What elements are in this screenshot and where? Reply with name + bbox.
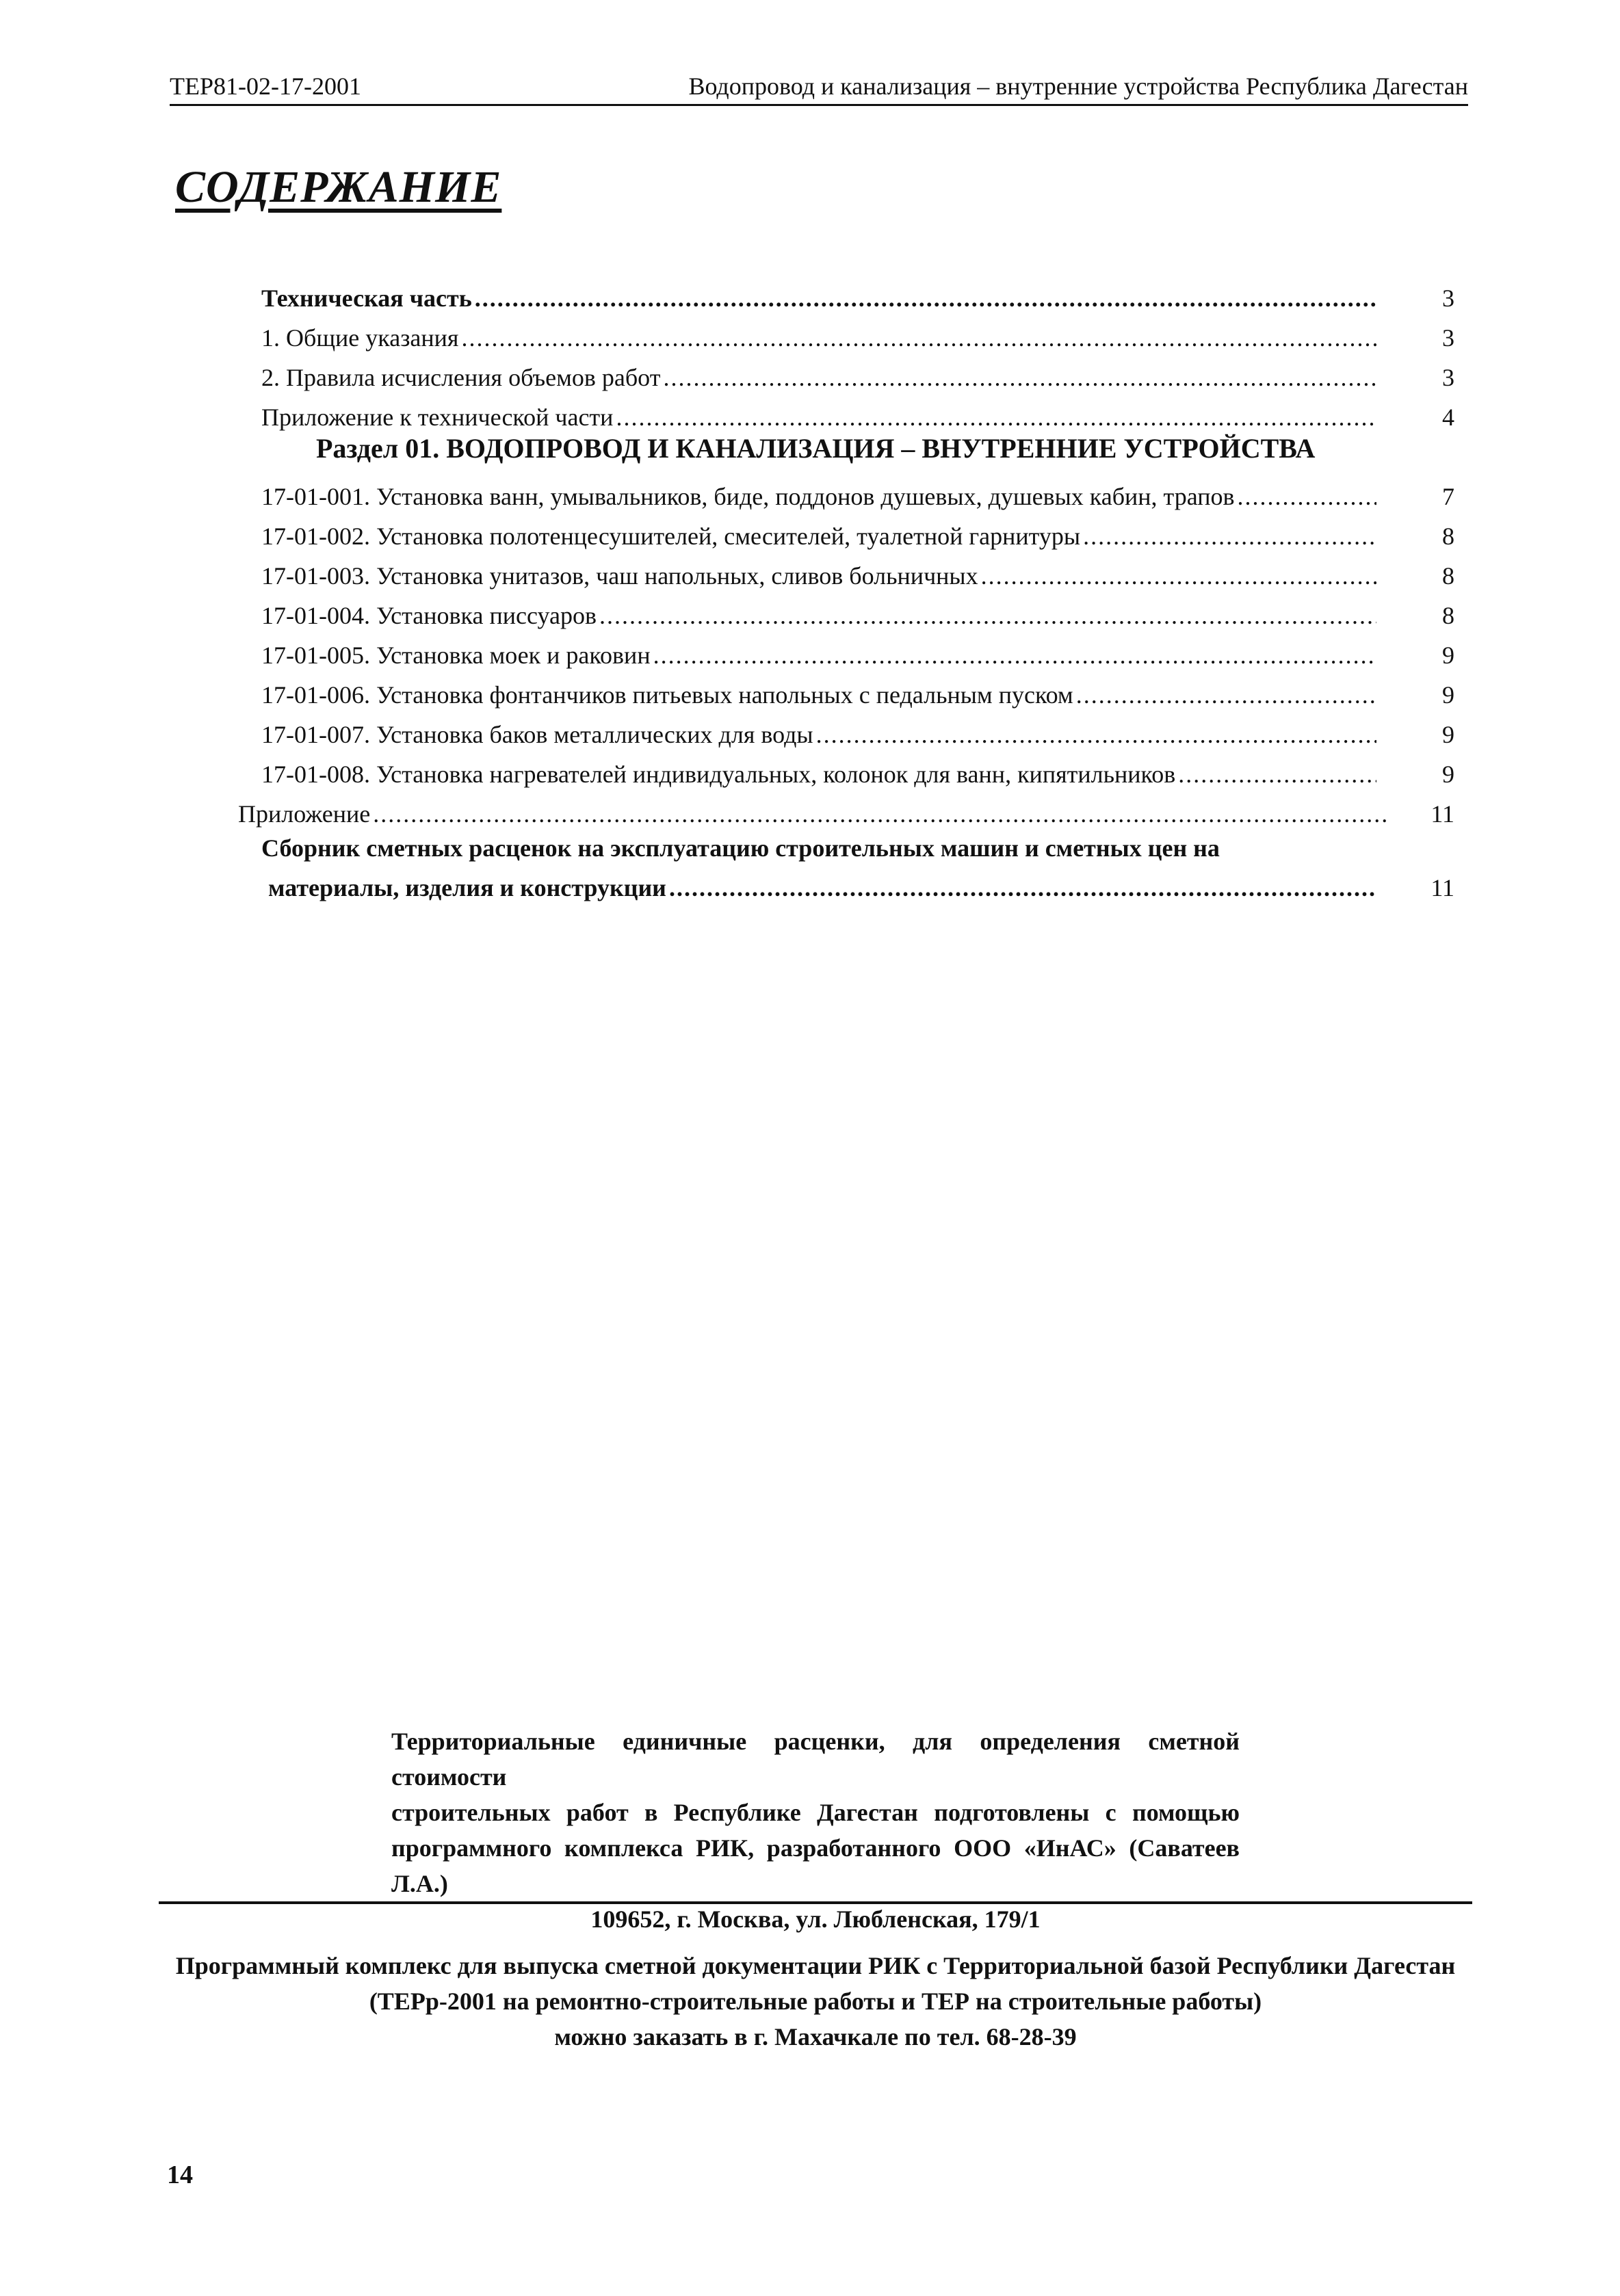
dot-leader bbox=[616, 399, 1376, 435]
dot-leader bbox=[475, 280, 1376, 316]
footer-note bbox=[159, 1948, 1472, 2055]
toc-entry bbox=[261, 756, 1376, 792]
dot-leader bbox=[981, 558, 1376, 594]
dot-leader bbox=[1083, 518, 1376, 554]
credits-paragraph bbox=[391, 1724, 1240, 1937]
toc-heading: СОДЕРЖАНИЕ bbox=[175, 162, 502, 212]
toc-entry-title: 2. Правила исчисления объемов работ bbox=[261, 364, 661, 391]
section-heading: Раздел 01. ВОДОПРОВОД И КАНАЛИЗАЦИЯ – ВНУТРЕННИЕ УСТРОЙСТВА bbox=[316, 433, 1316, 464]
dot-leader bbox=[663, 360, 1376, 395]
toc-entry bbox=[261, 399, 1376, 435]
dot-leader bbox=[816, 717, 1376, 752]
toc-entry-page: 9 bbox=[1442, 681, 1454, 709]
toc-entry-page: 3 bbox=[1442, 285, 1454, 312]
toc-entry bbox=[261, 280, 1376, 316]
dot-leader bbox=[599, 598, 1376, 633]
dot-leader bbox=[1238, 479, 1377, 514]
divider bbox=[159, 1901, 1472, 1904]
toc-entry bbox=[261, 677, 1376, 713]
toc-entry-title: 17-01-005. Установка моек и раковин bbox=[261, 642, 651, 669]
toc-entry-page: 8 bbox=[1442, 523, 1454, 550]
footer-line: можно заказать в г. Махачкале по тел. 68-28-39 bbox=[554, 2023, 1077, 2050]
toc-entry bbox=[261, 717, 1376, 752]
dot-leader bbox=[1076, 677, 1376, 713]
toc-entry-page: 8 bbox=[1442, 562, 1454, 590]
toc-entry-title: 17-01-002. Установка полотенцесушителей, смесителей, туалетной гарнитуры bbox=[261, 523, 1081, 550]
toc-entry-page: 9 bbox=[1442, 761, 1454, 788]
toc-entry-page: 11 bbox=[1430, 800, 1454, 828]
credits-line: программного комплекса РИК, разработанного ООО «ИнАС» (Саватеев Л.А.) bbox=[391, 1834, 1240, 1897]
toc-entry-page: 8 bbox=[1442, 602, 1454, 629]
toc-entry-title: 17-01-003. Установка унитазов, чаш напольных, сливов больничных bbox=[261, 562, 978, 590]
toc-entry bbox=[261, 360, 1376, 395]
toc-entry-page: 9 bbox=[1442, 721, 1454, 748]
toc-entry bbox=[261, 518, 1376, 554]
toc-entry-title: 17-01-001. Установка ванн, умывальников, биде, поддонов душевых, душевых кабин, трапов bbox=[261, 483, 1235, 510]
running-header bbox=[170, 68, 1468, 106]
toc-entry bbox=[261, 598, 1376, 633]
dot-leader bbox=[653, 637, 1376, 673]
toc-entry-title: Приложение bbox=[238, 800, 371, 828]
toc-entry-title: Техническая часть bbox=[261, 285, 472, 312]
toc-entry-page: 11 bbox=[1430, 874, 1454, 901]
footer-line: (ТЕРр-2001 на ремонтно-строительные работы и ТЕР на строительные работы) bbox=[369, 1988, 1262, 2015]
credits-address: 109652, г. Москва, ул. Любленская, 179/1 bbox=[590, 1905, 1041, 1933]
toc-entry bbox=[261, 558, 1376, 594]
document-code: ТЕР81-02-17-2001 bbox=[170, 72, 361, 100]
collection-entry-line1: Сборник сметных расценок на эксплуатацию строительных машин и сметных цен на bbox=[261, 834, 1220, 862]
footer-line: Программный комплекс для выпуска сметной документации РИК с Территориальной базой Республики Дагестан bbox=[175, 1952, 1456, 1979]
dot-leader bbox=[1178, 756, 1376, 792]
toc-entry-page: 4 bbox=[1442, 404, 1454, 431]
toc-entry-title: Приложение к технической части bbox=[261, 404, 614, 431]
page-number: 14 bbox=[167, 2161, 193, 2189]
toc-entry-page: 3 bbox=[1442, 364, 1454, 391]
collection-entry-line2: материалы, изделия и конструкции bbox=[268, 874, 666, 901]
toc-entry-title: 17-01-006. Установка фонтанчиков питьевых напольных с педальным пуском bbox=[261, 681, 1073, 709]
toc-entry-title: 1. Общие указания bbox=[261, 324, 459, 352]
credits-line: Территориальные единичные расценки, для определения сметной стоимости bbox=[391, 1728, 1240, 1791]
toc-entry bbox=[261, 320, 1376, 356]
toc-entry-page: 7 bbox=[1442, 483, 1454, 510]
toc-entry bbox=[261, 479, 1376, 514]
toc-entry-title: 17-01-007. Установка баков металлических для воды bbox=[261, 721, 813, 748]
toc-entry-title: 17-01-008. Установка нагревателей индивидуальных, колонок для ванн, кипятильников bbox=[261, 761, 1176, 788]
toc-entry bbox=[261, 637, 1376, 673]
dot-leader bbox=[373, 796, 1387, 832]
dot-leader bbox=[462, 320, 1377, 356]
document-title: Водопровод и канализация – внутренние устройства Республика Дагестан bbox=[688, 72, 1468, 100]
toc-entry bbox=[238, 796, 1387, 832]
toc-entry-title: 17-01-004. Установка писсуаров bbox=[261, 602, 597, 629]
toc-entry-page: 9 bbox=[1442, 642, 1454, 669]
toc-entry-page: 3 bbox=[1442, 324, 1454, 352]
toc-entry bbox=[268, 870, 1376, 906]
dot-leader bbox=[669, 870, 1376, 906]
credits-line: строительных работ в Республике Дагестан подготовлены с помощью bbox=[391, 1799, 1240, 1826]
